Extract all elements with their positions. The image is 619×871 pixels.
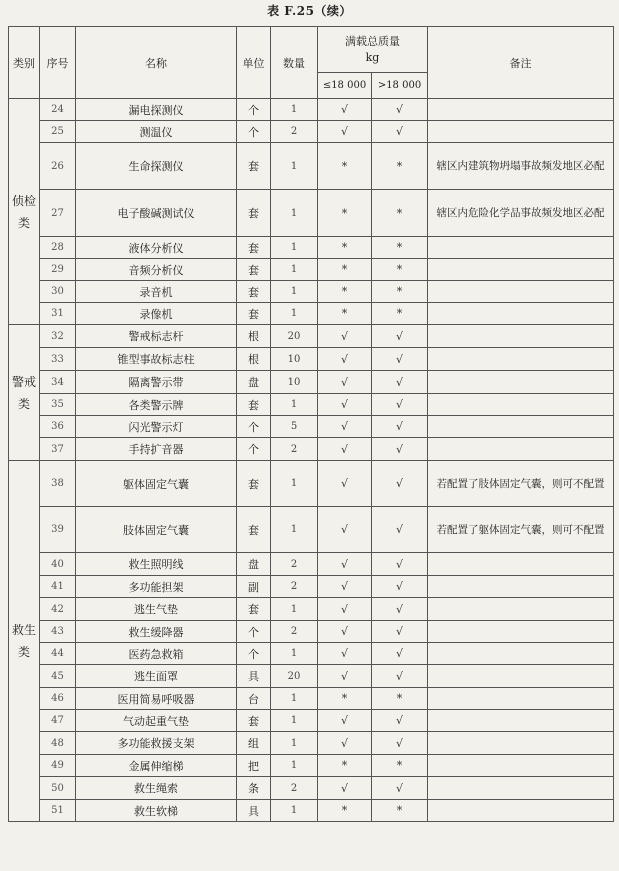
mark-high-cell: * bbox=[372, 190, 428, 237]
mark-high-cell: * bbox=[372, 303, 428, 325]
quantity-cell: 1 bbox=[271, 99, 318, 121]
mark-low-cell: √ bbox=[318, 598, 372, 621]
unit-cell: 副 bbox=[237, 576, 271, 598]
serial-cell: 32 bbox=[40, 325, 76, 348]
name-cell: 逃生面罩 bbox=[76, 665, 237, 688]
serial-cell: 26 bbox=[40, 143, 76, 190]
serial-cell: 43 bbox=[40, 621, 76, 643]
name-cell: 医用简易呼吸器 bbox=[76, 688, 237, 710]
remarks-cell bbox=[428, 777, 614, 800]
mark-low-cell: * bbox=[318, 190, 372, 237]
table-row bbox=[9, 371, 614, 394]
serial-cell: 34 bbox=[40, 371, 76, 394]
table-row bbox=[9, 281, 614, 303]
mark-high-cell: √ bbox=[372, 348, 428, 371]
mark-high-cell: √ bbox=[372, 576, 428, 598]
quantity-cell: 1 bbox=[271, 281, 318, 303]
quantity-cell: 1 bbox=[271, 237, 318, 259]
remarks-cell bbox=[428, 99, 614, 121]
serial-cell: 25 bbox=[40, 121, 76, 143]
remarks-cell: 辖区内建筑物坍塌事故频发地区必配 bbox=[428, 143, 614, 190]
name-cell: 警戒标志杆 bbox=[76, 325, 237, 348]
remarks-cell bbox=[428, 237, 614, 259]
mark-low-cell: √ bbox=[318, 371, 372, 394]
table-row bbox=[9, 643, 614, 665]
name-cell: 各类警示牌 bbox=[76, 394, 237, 416]
unit-cell: 套 bbox=[237, 461, 271, 507]
serial-cell: 28 bbox=[40, 237, 76, 259]
serial-cell: 30 bbox=[40, 281, 76, 303]
quantity-cell: 2 bbox=[271, 576, 318, 598]
table-row bbox=[9, 553, 614, 576]
serial-cell: 48 bbox=[40, 732, 76, 755]
table-row bbox=[9, 394, 614, 416]
table-title: 表 F.25（续） bbox=[267, 4, 352, 18]
quantity-cell: 1 bbox=[271, 643, 318, 665]
remarks-cell: 若配置了肢体固定气囊，则可不配置 bbox=[428, 461, 614, 507]
mark-low-cell: * bbox=[318, 143, 372, 190]
table-row bbox=[9, 416, 614, 438]
quantity-cell: 2 bbox=[271, 553, 318, 576]
quantity-cell: 1 bbox=[271, 394, 318, 416]
unit-cell: 套 bbox=[237, 237, 271, 259]
unit-cell: 具 bbox=[237, 665, 271, 688]
quantity-cell: 1 bbox=[271, 598, 318, 621]
serial-cell: 39 bbox=[40, 507, 76, 553]
mark-high-cell: √ bbox=[372, 777, 428, 800]
quantity-cell: 1 bbox=[271, 688, 318, 710]
mark-low-cell: * bbox=[318, 688, 372, 710]
name-cell: 救生绳索 bbox=[76, 777, 237, 800]
serial-cell: 41 bbox=[40, 576, 76, 598]
remarks-cell bbox=[428, 416, 614, 438]
unit-cell: 套 bbox=[237, 507, 271, 553]
serial-cell: 38 bbox=[40, 461, 76, 507]
serial-cell: 49 bbox=[40, 755, 76, 777]
table-row bbox=[9, 598, 614, 621]
unit-cell: 套 bbox=[237, 143, 271, 190]
mark-low-cell: √ bbox=[318, 732, 372, 755]
table-row bbox=[9, 507, 614, 553]
serial-cell: 42 bbox=[40, 598, 76, 621]
quantity-cell: 20 bbox=[271, 325, 318, 348]
header-quantity: 数量 bbox=[271, 27, 318, 99]
table-row bbox=[9, 732, 614, 755]
mark-low-cell: √ bbox=[318, 461, 372, 507]
mark-high-cell: √ bbox=[372, 643, 428, 665]
name-cell: 隔离警示带 bbox=[76, 371, 237, 394]
table-row bbox=[9, 190, 614, 237]
serial-cell: 24 bbox=[40, 99, 76, 121]
unit-cell: 把 bbox=[237, 755, 271, 777]
unit-cell: 个 bbox=[237, 121, 271, 143]
name-cell: 躯体固定气囊 bbox=[76, 461, 237, 507]
table-row bbox=[9, 99, 614, 121]
mark-low-cell: √ bbox=[318, 99, 372, 121]
name-cell: 手持扩音器 bbox=[76, 438, 237, 461]
mark-high-cell: * bbox=[372, 281, 428, 303]
table-row bbox=[9, 237, 614, 259]
name-cell: 肢体固定气囊 bbox=[76, 507, 237, 553]
remarks-cell bbox=[428, 303, 614, 325]
mark-high-cell: √ bbox=[372, 621, 428, 643]
unit-cell: 套 bbox=[237, 598, 271, 621]
mark-high-cell: √ bbox=[372, 732, 428, 755]
mark-low-cell: * bbox=[318, 259, 372, 281]
serial-cell: 44 bbox=[40, 643, 76, 665]
serial-cell: 29 bbox=[40, 259, 76, 281]
quantity-cell: 1 bbox=[271, 190, 318, 237]
unit-cell: 个 bbox=[237, 416, 271, 438]
unit-cell: 条 bbox=[237, 777, 271, 800]
mark-high-cell: √ bbox=[372, 121, 428, 143]
remarks-cell bbox=[428, 438, 614, 461]
mark-high-cell: √ bbox=[372, 507, 428, 553]
serial-cell: 27 bbox=[40, 190, 76, 237]
unit-cell: 个 bbox=[237, 438, 271, 461]
remarks-cell bbox=[428, 688, 614, 710]
unit-cell: 根 bbox=[237, 348, 271, 371]
category-label: 侦检类 bbox=[11, 193, 36, 230]
table-row bbox=[9, 710, 614, 732]
name-cell: 多功能担架 bbox=[76, 576, 237, 598]
category-label: 警戒类 bbox=[11, 374, 36, 411]
quantity-cell: 1 bbox=[271, 732, 318, 755]
mark-low-cell: * bbox=[318, 755, 372, 777]
quantity-cell: 10 bbox=[271, 371, 318, 394]
mark-high-cell: * bbox=[372, 800, 428, 822]
mark-high-cell: * bbox=[372, 755, 428, 777]
header-gross-mass bbox=[318, 27, 428, 73]
table-row bbox=[9, 665, 614, 688]
quantity-cell: 5 bbox=[271, 416, 318, 438]
mark-high-cell: √ bbox=[372, 325, 428, 348]
remarks-cell bbox=[428, 755, 614, 777]
mark-high-cell: √ bbox=[372, 416, 428, 438]
quantity-cell: 1 bbox=[271, 461, 318, 507]
name-cell: 电子酸碱测试仪 bbox=[76, 190, 237, 237]
name-cell: 漏电探测仪 bbox=[76, 99, 237, 121]
quantity-cell: 1 bbox=[271, 507, 318, 553]
unit-cell: 套 bbox=[237, 710, 271, 732]
unit-cell: 套 bbox=[237, 190, 271, 237]
remarks-cell bbox=[428, 710, 614, 732]
name-cell: 救生软梯 bbox=[76, 800, 237, 822]
name-cell: 救生照明线 bbox=[76, 553, 237, 576]
serial-cell: 50 bbox=[40, 777, 76, 800]
remarks-cell bbox=[428, 553, 614, 576]
remarks-cell bbox=[428, 325, 614, 348]
unit-cell: 根 bbox=[237, 325, 271, 348]
remarks-cell bbox=[428, 348, 614, 371]
unit-cell: 盘 bbox=[237, 371, 271, 394]
quantity-cell: 2 bbox=[271, 621, 318, 643]
mark-low-cell: * bbox=[318, 303, 372, 325]
mark-low-cell: √ bbox=[318, 621, 372, 643]
table-row bbox=[9, 461, 614, 507]
table-row bbox=[9, 755, 614, 777]
mark-low-cell: √ bbox=[318, 348, 372, 371]
category-label: 救生类 bbox=[11, 623, 36, 659]
unit-cell: 个 bbox=[237, 621, 271, 643]
mark-low-cell: √ bbox=[318, 394, 372, 416]
table-row bbox=[9, 777, 614, 800]
remarks-cell bbox=[428, 643, 614, 665]
mark-low-cell: * bbox=[318, 800, 372, 822]
serial-cell: 40 bbox=[40, 553, 76, 576]
remarks-cell bbox=[428, 800, 614, 822]
quantity-cell: 2 bbox=[271, 777, 318, 800]
mark-low-cell: √ bbox=[318, 777, 372, 800]
table-row bbox=[9, 325, 614, 348]
mark-low-cell: √ bbox=[318, 553, 372, 576]
mark-low-cell: √ bbox=[318, 665, 372, 688]
quantity-cell: 1 bbox=[271, 800, 318, 822]
mark-low-cell: √ bbox=[318, 643, 372, 665]
mark-high-cell: √ bbox=[372, 461, 428, 507]
unit-cell: 具 bbox=[237, 800, 271, 822]
mark-high-cell: √ bbox=[372, 710, 428, 732]
quantity-cell: 2 bbox=[271, 121, 318, 143]
header-name: 名称 bbox=[76, 27, 237, 99]
header-sub-high: >18 000 bbox=[372, 73, 428, 99]
mark-high-cell: √ bbox=[372, 598, 428, 621]
quantity-cell: 1 bbox=[271, 755, 318, 777]
table-row bbox=[9, 259, 614, 281]
mark-low-cell: √ bbox=[318, 576, 372, 598]
mark-low-cell: √ bbox=[318, 325, 372, 348]
remarks-cell bbox=[428, 665, 614, 688]
serial-cell: 51 bbox=[40, 800, 76, 822]
mark-high-cell: * bbox=[372, 259, 428, 281]
header-gross-mass-unit: kg bbox=[365, 50, 380, 64]
unit-cell: 台 bbox=[237, 688, 271, 710]
quantity-cell: 20 bbox=[271, 665, 318, 688]
serial-cell: 37 bbox=[40, 438, 76, 461]
table-row bbox=[9, 576, 614, 598]
name-cell: 多功能救援支架 bbox=[76, 732, 237, 755]
category-cell bbox=[9, 461, 40, 822]
remarks-cell bbox=[428, 732, 614, 755]
name-cell: 医药急救箱 bbox=[76, 643, 237, 665]
unit-cell: 套 bbox=[237, 259, 271, 281]
table-row bbox=[9, 688, 614, 710]
name-cell: 气动起重气垫 bbox=[76, 710, 237, 732]
mark-high-cell: √ bbox=[372, 99, 428, 121]
table-row bbox=[9, 143, 614, 190]
name-cell: 测温仪 bbox=[76, 121, 237, 143]
unit-cell: 套 bbox=[237, 394, 271, 416]
remarks-cell bbox=[428, 576, 614, 598]
name-cell: 录音机 bbox=[76, 281, 237, 303]
unit-cell: 组 bbox=[237, 732, 271, 755]
mark-low-cell: √ bbox=[318, 121, 372, 143]
mark-high-cell: √ bbox=[372, 553, 428, 576]
name-cell: 金属伸缩梯 bbox=[76, 755, 237, 777]
unit-cell: 套 bbox=[237, 303, 271, 325]
table-body bbox=[9, 99, 614, 822]
serial-cell: 45 bbox=[40, 665, 76, 688]
name-cell: 生命探测仪 bbox=[76, 143, 237, 190]
quantity-cell: 1 bbox=[271, 710, 318, 732]
remarks-cell bbox=[428, 598, 614, 621]
remarks-cell bbox=[428, 621, 614, 643]
name-cell: 音频分析仪 bbox=[76, 259, 237, 281]
mark-low-cell: * bbox=[318, 281, 372, 303]
remarks-cell: 辖区内危险化学品事故频发地区必配 bbox=[428, 190, 614, 237]
mark-high-cell: √ bbox=[372, 438, 428, 461]
header-category: 类别 bbox=[9, 27, 40, 99]
remarks-cell bbox=[428, 259, 614, 281]
table-row bbox=[9, 438, 614, 461]
mark-low-cell: √ bbox=[318, 710, 372, 732]
remarks-cell bbox=[428, 281, 614, 303]
unit-cell: 个 bbox=[237, 99, 271, 121]
name-cell: 液体分析仪 bbox=[76, 237, 237, 259]
header-gross-mass-label: 满载总质量 bbox=[345, 34, 400, 48]
mark-low-cell: * bbox=[318, 237, 372, 259]
quantity-cell: 10 bbox=[271, 348, 318, 371]
name-cell: 录像机 bbox=[76, 303, 237, 325]
category-cell bbox=[9, 99, 40, 325]
mark-high-cell: * bbox=[372, 688, 428, 710]
header-sub-low: ≤18 000 bbox=[318, 73, 372, 99]
category-cell bbox=[9, 325, 40, 461]
name-cell: 锥型事故标志柱 bbox=[76, 348, 237, 371]
serial-cell: 46 bbox=[40, 688, 76, 710]
serial-cell: 33 bbox=[40, 348, 76, 371]
remarks-cell bbox=[428, 121, 614, 143]
mark-high-cell: * bbox=[372, 237, 428, 259]
unit-cell: 盘 bbox=[237, 553, 271, 576]
table-row bbox=[9, 348, 614, 371]
mark-low-cell: √ bbox=[318, 416, 372, 438]
equipment-table bbox=[8, 26, 614, 822]
quantity-cell: 1 bbox=[271, 143, 318, 190]
mark-low-cell: √ bbox=[318, 438, 372, 461]
serial-cell: 36 bbox=[40, 416, 76, 438]
remarks-cell bbox=[428, 394, 614, 416]
quantity-cell: 2 bbox=[271, 438, 318, 461]
unit-cell: 个 bbox=[237, 643, 271, 665]
remarks-cell: 若配置了躯体固定气囊，则可不配置 bbox=[428, 507, 614, 553]
quantity-cell: 1 bbox=[271, 259, 318, 281]
mark-high-cell: √ bbox=[372, 665, 428, 688]
quantity-cell: 1 bbox=[271, 303, 318, 325]
table-row bbox=[9, 800, 614, 822]
remarks-cell bbox=[428, 371, 614, 394]
table-row bbox=[9, 621, 614, 643]
mark-high-cell: √ bbox=[372, 394, 428, 416]
serial-cell: 31 bbox=[40, 303, 76, 325]
unit-cell: 套 bbox=[237, 281, 271, 303]
mark-high-cell: * bbox=[372, 143, 428, 190]
header-unit: 单位 bbox=[237, 27, 271, 99]
header-remarks: 备注 bbox=[428, 27, 614, 99]
mark-low-cell: √ bbox=[318, 507, 372, 553]
serial-cell: 35 bbox=[40, 394, 76, 416]
mark-high-cell: √ bbox=[372, 371, 428, 394]
table-row bbox=[9, 121, 614, 143]
serial-cell: 47 bbox=[40, 710, 76, 732]
name-cell: 逃生气垫 bbox=[76, 598, 237, 621]
name-cell: 闪光警示灯 bbox=[76, 416, 237, 438]
table-row bbox=[9, 303, 614, 325]
header-serial: 序号 bbox=[40, 27, 76, 99]
name-cell: 救生缓降器 bbox=[76, 621, 237, 643]
